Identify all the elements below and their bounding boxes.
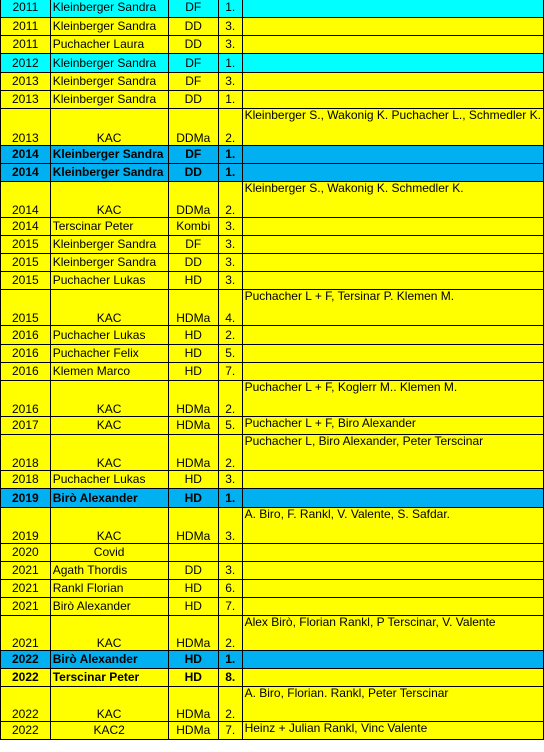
- discipline-cell: HDMa: [168, 417, 218, 435]
- team-members-cell: [242, 651, 543, 669]
- table-row: [1, 182, 544, 218]
- place-cell: 1.: [218, 651, 242, 669]
- table-row: [1, 508, 544, 544]
- place-cell: 3.: [218, 562, 242, 580]
- name-cell: KAC: [50, 417, 168, 435]
- year-cell: 2021: [1, 562, 51, 580]
- discipline-cell: DF: [168, 236, 218, 254]
- team-members-cell: [242, 91, 543, 109]
- table-row: [1, 345, 544, 363]
- discipline-cell: DD: [168, 91, 218, 109]
- place-cell: 3.: [218, 471, 242, 489]
- year-cell: 2016: [1, 363, 51, 381]
- discipline-cell: HDMa: [168, 722, 218, 740]
- place-cell: 7.: [218, 722, 242, 740]
- discipline-cell: DD: [168, 18, 218, 36]
- place-cell: 2.: [218, 182, 242, 218]
- team-members-cell: [242, 218, 543, 236]
- table-row: [1, 109, 544, 146]
- year-cell: 2022: [1, 722, 51, 740]
- name-cell: Rankl Florian: [50, 580, 168, 598]
- table-row: [1, 544, 544, 562]
- table-row: [1, 562, 544, 580]
- year-cell: 2021: [1, 598, 51, 616]
- table-row: [1, 616, 544, 651]
- discipline-cell: HD: [168, 326, 218, 345]
- name-cell: Kleinberger Sandra: [50, 164, 168, 182]
- year-cell: 2019: [1, 508, 51, 544]
- name-cell: Covid: [50, 544, 168, 562]
- discipline-cell: DF: [168, 54, 218, 73]
- name-cell: Puchacher Felix: [50, 345, 168, 363]
- discipline-cell: DF: [168, 0, 218, 18]
- discipline-cell: HD: [168, 669, 218, 687]
- team-members-cell: [242, 73, 543, 91]
- year-cell: 2013: [1, 109, 51, 146]
- team-members-cell: [242, 669, 543, 687]
- name-cell: Puchacher Lukas: [50, 272, 168, 290]
- place-cell: 3.: [218, 508, 242, 544]
- year-cell: 2011: [1, 18, 51, 36]
- table-row: [1, 0, 544, 18]
- year-cell: 2019: [1, 489, 51, 508]
- name-cell: KAC: [50, 182, 168, 218]
- place-cell: 7.: [218, 598, 242, 616]
- name-cell: Kleinberger Sandra: [50, 73, 168, 91]
- team-members-cell: [242, 36, 543, 54]
- place-cell: 2.: [218, 435, 242, 471]
- place-cell: 2.: [218, 109, 242, 146]
- name-cell: KAC: [50, 290, 168, 326]
- table-row: [1, 272, 544, 290]
- team-members-cell: [242, 345, 543, 363]
- place-cell: 7.: [218, 363, 242, 381]
- place-cell: 4.: [218, 290, 242, 326]
- team-members-cell: Puchacher L + F, Tersinar P. Klemen M.: [242, 290, 543, 326]
- discipline-cell: HDMa: [168, 616, 218, 651]
- team-members-cell: A. Biro, F. Rankl, V. Valente, S. Safdar.: [242, 508, 543, 544]
- year-cell: 2022: [1, 669, 51, 687]
- place-cell: [218, 544, 242, 562]
- table-row: [1, 326, 544, 345]
- discipline-cell: HD: [168, 471, 218, 489]
- place-cell: 2.: [218, 381, 242, 417]
- name-cell: Kleinberger Sandra: [50, 0, 168, 18]
- discipline-cell: HD: [168, 272, 218, 290]
- discipline-cell: DD: [168, 562, 218, 580]
- place-cell: 1.: [218, 91, 242, 109]
- name-cell: Kleinberger Sandra: [50, 91, 168, 109]
- year-cell: 2015: [1, 254, 51, 272]
- name-cell: KAC: [50, 109, 168, 146]
- table-row: [1, 290, 544, 326]
- name-cell: KAC: [50, 435, 168, 471]
- year-cell: 2022: [1, 651, 51, 669]
- table-row: [1, 381, 544, 417]
- team-members-cell: [242, 236, 543, 254]
- team-members-cell: [242, 254, 543, 272]
- year-cell: 2020: [1, 544, 51, 562]
- name-cell: Puchacher Lukas: [50, 471, 168, 489]
- name-cell: Kleinberger Sandra: [50, 254, 168, 272]
- name-cell: Birò Alexander: [50, 598, 168, 616]
- place-cell: 2.: [218, 326, 242, 345]
- discipline-cell: HDMa: [168, 508, 218, 544]
- team-members-cell: [242, 562, 543, 580]
- table-row: [1, 164, 544, 182]
- place-cell: 1.: [218, 489, 242, 508]
- team-members-cell: [242, 489, 543, 508]
- team-members-cell: [242, 164, 543, 182]
- name-cell: Klemen Marco: [50, 363, 168, 381]
- table-row: [1, 36, 544, 54]
- team-members-cell: Alex Birò, Florian Rankl, P Terscinar, V. Valente: [242, 616, 543, 651]
- table-row: [1, 687, 544, 722]
- year-cell: 2014: [1, 182, 51, 218]
- discipline-cell: HD: [168, 651, 218, 669]
- team-members-cell: [242, 580, 543, 598]
- discipline-cell: HD: [168, 489, 218, 508]
- name-cell: Kleinberger Sandra: [50, 18, 168, 36]
- table-row: [1, 489, 544, 508]
- table-row: [1, 54, 544, 73]
- discipline-cell: HDMa: [168, 290, 218, 326]
- team-members-cell: [242, 326, 543, 345]
- table-row: [1, 73, 544, 91]
- team-members-cell: [242, 0, 543, 18]
- team-members-cell: [242, 54, 543, 73]
- year-cell: 2014: [1, 146, 51, 164]
- year-cell: 2022: [1, 687, 51, 722]
- place-cell: 5.: [218, 345, 242, 363]
- table-row: [1, 18, 544, 36]
- year-cell: 2013: [1, 91, 51, 109]
- team-members-cell: [242, 598, 543, 616]
- year-cell: 2017: [1, 417, 51, 435]
- year-cell: 2012: [1, 54, 51, 73]
- name-cell: Birò Alexander: [50, 651, 168, 669]
- table-row: [1, 363, 544, 381]
- place-cell: 3.: [218, 272, 242, 290]
- discipline-cell: DF: [168, 146, 218, 164]
- year-cell: 2015: [1, 290, 51, 326]
- year-cell: 2014: [1, 218, 51, 236]
- place-cell: 3.: [218, 36, 242, 54]
- name-cell: KAC: [50, 687, 168, 722]
- discipline-cell: DD: [168, 164, 218, 182]
- table-row: [1, 651, 544, 669]
- discipline-cell: HDMa: [168, 435, 218, 471]
- discipline-cell: [168, 544, 218, 562]
- year-cell: 2016: [1, 381, 51, 417]
- team-members-cell: A. Biro, Florian. Rankl, Peter Terscinar: [242, 687, 543, 722]
- year-cell: 2011: [1, 36, 51, 54]
- name-cell: Puchacher Laura: [50, 36, 168, 54]
- place-cell: 3.: [218, 18, 242, 36]
- name-cell: Birò Alexander: [50, 489, 168, 508]
- team-members-cell: [242, 18, 543, 36]
- name-cell: Kleinberger Sandra: [50, 146, 168, 164]
- team-members-cell: [242, 272, 543, 290]
- team-members-cell: Heinz + Julian Rankl, Vinc Valente: [242, 722, 543, 740]
- discipline-cell: HDMa: [168, 381, 218, 417]
- discipline-cell: HD: [168, 598, 218, 616]
- year-cell: 2018: [1, 471, 51, 489]
- year-cell: 2013: [1, 73, 51, 91]
- place-cell: 2.: [218, 687, 242, 722]
- year-cell: 2016: [1, 345, 51, 363]
- year-cell: 2021: [1, 580, 51, 598]
- team-members-cell: [242, 146, 543, 164]
- table-row: [1, 236, 544, 254]
- name-cell: KAC: [50, 381, 168, 417]
- table-row: [1, 146, 544, 164]
- name-cell: Terscinar Peter: [50, 669, 168, 687]
- team-members-cell: Puchacher L + F, Biro Alexander: [242, 417, 543, 435]
- place-cell: 1.: [218, 54, 242, 73]
- name-cell: Kleinberger Sandra: [50, 54, 168, 73]
- table-row: [1, 598, 544, 616]
- name-cell: Terscinar Peter: [50, 218, 168, 236]
- name-cell: KAC: [50, 508, 168, 544]
- place-cell: 3.: [218, 236, 242, 254]
- discipline-cell: HD: [168, 580, 218, 598]
- table-row: [1, 669, 544, 687]
- year-cell: 2016: [1, 326, 51, 345]
- team-members-cell: Kleinberger S., Wakonig K. Schmedler K.: [242, 182, 543, 218]
- discipline-cell: DF: [168, 73, 218, 91]
- table-row: [1, 417, 544, 435]
- team-members-cell: Puchacher L, Biro Alexander, Peter Terscinar: [242, 435, 543, 471]
- place-cell: 1.: [218, 0, 242, 18]
- table-row: [1, 471, 544, 489]
- year-cell: 2014: [1, 164, 51, 182]
- place-cell: 3.: [218, 254, 242, 272]
- year-cell: 2011: [1, 0, 51, 18]
- discipline-cell: HDMa: [168, 687, 218, 722]
- discipline-cell: HD: [168, 363, 218, 381]
- year-cell: 2018: [1, 435, 51, 471]
- table-row: [1, 722, 544, 740]
- year-cell: 2015: [1, 272, 51, 290]
- team-members-cell: [242, 363, 543, 381]
- team-members-cell: [242, 544, 543, 562]
- table-body: [1, 0, 544, 740]
- team-members-cell: Kleinberger S., Wakonig K. Puchacher L., Schmedler K.: [242, 109, 543, 146]
- team-members-cell: [242, 471, 543, 489]
- place-cell: 5.: [218, 417, 242, 435]
- team-members-cell: Puchacher L + F, Koglerr M.. Klemen M.: [242, 381, 543, 417]
- discipline-cell: DD: [168, 36, 218, 54]
- place-cell: 3.: [218, 218, 242, 236]
- place-cell: 1.: [218, 164, 242, 182]
- place-cell: 3.: [218, 73, 242, 91]
- table-row: [1, 254, 544, 272]
- place-cell: 8.: [218, 669, 242, 687]
- name-cell: Puchacher Lukas: [50, 326, 168, 345]
- name-cell: KAC: [50, 616, 168, 651]
- discipline-cell: Kombi: [168, 218, 218, 236]
- table-row: [1, 218, 544, 236]
- discipline-cell: DDMa: [168, 182, 218, 218]
- name-cell: Kleinberger Sandra: [50, 236, 168, 254]
- year-cell: 2015: [1, 236, 51, 254]
- discipline-cell: HD: [168, 345, 218, 363]
- discipline-cell: DDMa: [168, 109, 218, 146]
- place-cell: 6.: [218, 580, 242, 598]
- table-row: [1, 435, 544, 471]
- table-row: [1, 580, 544, 598]
- place-cell: 2.: [218, 616, 242, 651]
- place-cell: 1.: [218, 146, 242, 164]
- table-row: [1, 91, 544, 109]
- name-cell: Agath Thordis: [50, 562, 168, 580]
- year-cell: 2021: [1, 616, 51, 651]
- name-cell: KAC2: [50, 722, 168, 740]
- discipline-cell: DD: [168, 254, 218, 272]
